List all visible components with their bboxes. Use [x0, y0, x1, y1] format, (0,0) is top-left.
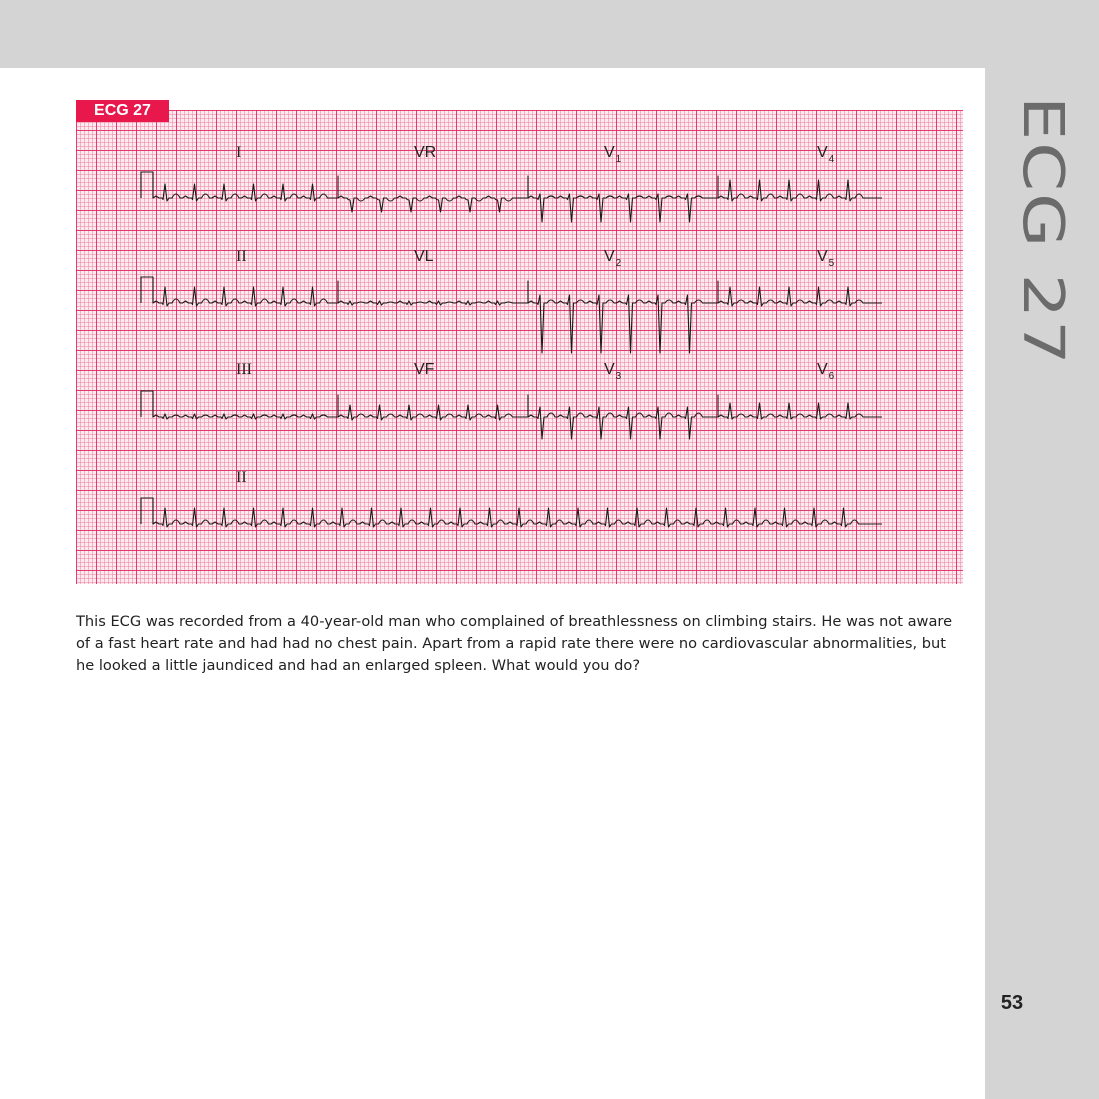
lead-label: $V_3$ — [604, 361, 622, 382]
lead-label: $V_5$ — [817, 248, 835, 269]
case-caption: This ECG was recorded from a 40-year-old man who complained of breathlessness on climbing stairs. He was not aware of a fast heart rate and had had no chest pain. Apart from a rapid rate there were no cardiovascular abnormalities, but he looked a little jaundiced and had an enlarged spleen. What would you do? — [76, 613, 953, 674]
lead-label: VL — [414, 248, 434, 265]
side-title: ECG 27 — [1010, 96, 1076, 367]
lead-label: $V_4$ — [817, 144, 835, 165]
lead-label: III — [236, 361, 252, 378]
ecg-traces — [141, 172, 882, 527]
ecg-tag: ECG 27 — [76, 100, 169, 122]
ecg-trace-row-1 — [141, 172, 882, 222]
lead-label: I — [236, 144, 242, 161]
ecg-tracing — [76, 110, 963, 584]
lead-label: $V_1$ — [604, 144, 622, 165]
ecg-trace-row-3 — [141, 391, 882, 439]
lead-label: $V_2$ — [604, 248, 622, 269]
ecg-trace-rhythm-strip — [141, 498, 882, 527]
lead-label: II — [236, 469, 247, 486]
ecg-trace-row-2 — [141, 277, 882, 353]
page-number: 53 — [1000, 992, 1024, 1014]
lead-label: $V_6$ — [817, 361, 835, 382]
top-band — [0, 0, 1099, 68]
lead-label: VR — [414, 144, 437, 161]
lead-label: VF — [414, 361, 435, 378]
lead-label: II — [236, 248, 247, 265]
